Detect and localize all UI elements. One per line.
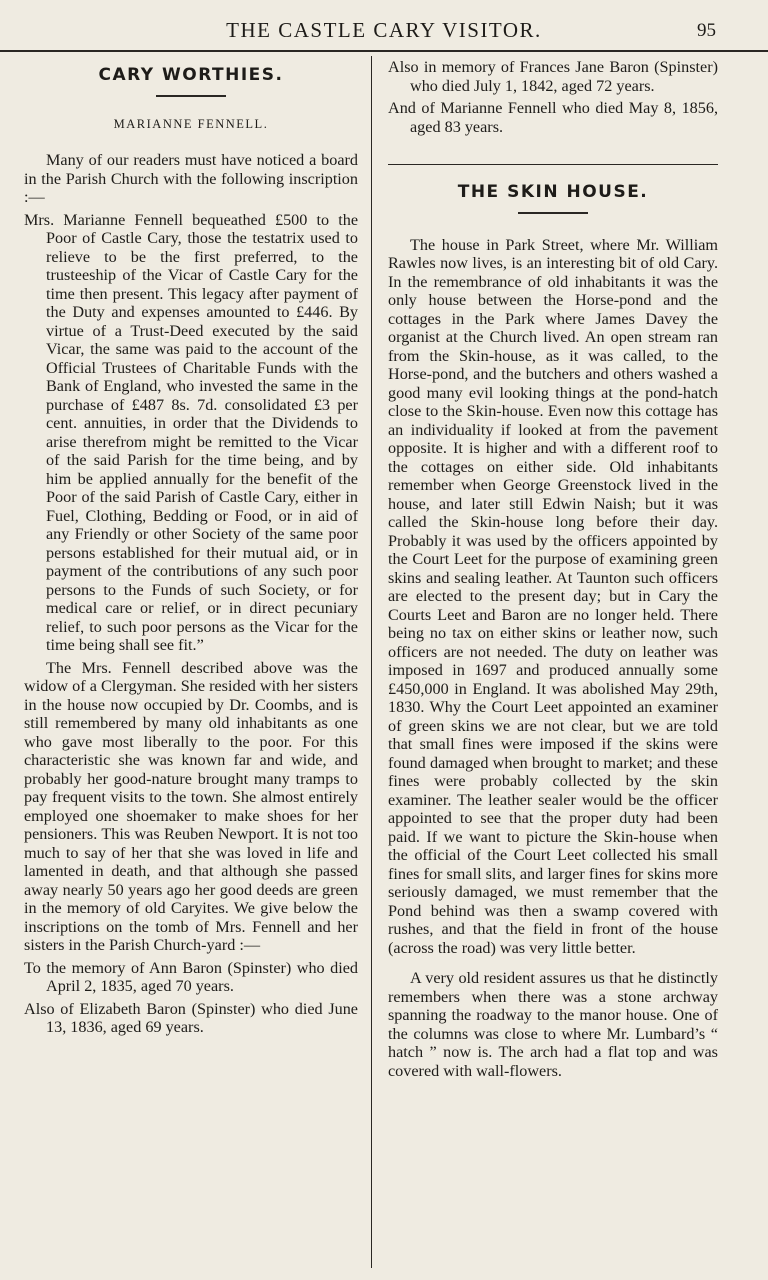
column-divider	[371, 56, 372, 1268]
article-subtitle: MARIANNE FENNELL.	[113, 116, 269, 131]
epitaph-ann-baron: To the memory of Ann Baron (Spinster) who died April 2, 1835, aged 70 years.	[24, 958, 358, 995]
header-rule	[0, 50, 768, 52]
left-column	[24, 58, 358, 1037]
epitaph-frances-jane-baron: Also in memory of Frances Jane Baron (Spinster) who died July 1, 1842, aged 72 years.	[388, 58, 718, 95]
inscription-paragraph: Mrs. Marianne Fennell bequeathed £500 to the Poor of Castle Cary, those the testatrix used to relieve to be the first preferred, to the trusteeship of the Vicar of Castle Cary for the time then present. This legacy after payment of the Duty and expenses amounted to £446. By virtue of a Trust-Deed executed by the said Vicar, the same was paid to the account of the Official Trustees of Charitable Funds with the Bank of England, who invested the same in the purchase of £487 8s. 7d. consolidated £3 per cent. annuities, in order that the Dividends to arise therefrom might be remitted to the Vicar of the said Parish for the time being, and by him be applied annually for the benefit of the Poor of the said Parish of Castle Cary, either in Fuel, Clothing, Bedding or Food, or in aid of any Friendly or other Society of the same poor persons established for their mutual aid, or in payment of the contributions of any such poor persons to the Funds of such Society, or for medical care or relief, or in direct pecuniary relief, to such poor persons as the Vicar for the time being shall see fit.”	[24, 210, 358, 654]
intro-paragraph: Many of our readers must have noticed a board in the Parish Church with the following inscription :—	[24, 151, 358, 206]
skin-house-paragraph-1: The house in Park Street, where Mr. William Rawles now lives, is an interesting bit of old Cary. In the remembrance of old inhabitants it was the only house between the Horse-pond and the cottages in the Park where James Davey the organist at the Church lived. An open stream ran from the Skin-house, as it was called, to the Horse-pond, and the butchers and others washed a good many evil looking things at the pond-hatch close to the Skin-house. Even now this cottage has an individuality if looked at from the pavement opposite. It is higher and with a different roof to the cottages on either side. Old inhabitants remember when George Greenstock lived in the house, and later still Edwin Naish; but it was called the Skin-house long before their day. Probably it was used by the officers appointed by the Court Leet for the purpose of examining green skins and sealing leather. At Taunton such officers are elected to the present day; but in Cary the Courts Leet and Baron are no longer held. There being no tax on either skins or leather now, such officers are not needed. The duty on leather was imposed in 1697 and produced annually some £450,000 in England. It was abolished May 29th, 1830. Why the Court Leet appointed an examiner of green skins we are not clear, but we are told that small fines were imposed if the skins were found damaged when brought to market; and these fines were probably collected by the skin examiner. The leather sealer would be the officer appointed to see that the proper duty had been paid. If we want to picture the Skin-house when the official of the Court Leet collected his small fines for small slits, and larger fines for skins more seriously damaged, we must remember that the Pond behind was then a swamp covered with rushes, and that the field in front of the house (across the road) was very little better.	[388, 235, 718, 957]
body-paragraph: The Mrs. Fennell described above was the widow of a Clergyman. She resided with her sisters in the house now occupied by Dr. Coombs, and is still remembered by many old inhabitants as one who gave most liberally to the poor. For this characteristic she was known far and wide, and probably her good-nature brought many tramps to pay frequent visits to the town. She almost entirely employed one shoemaker to make shoes for her pensioners. This was Reuben Newport. It is not too much to say of her that she was loved in life and lamented in death, and that although she passed away nearly 50 years ago her good deeds are green in the memory of old Caryites. We give below the inscriptions on the tomb of Mrs. Fennell and her sisters in the Parish Church-yard :—	[24, 658, 358, 954]
running-head	[0, 14, 768, 48]
title-rule	[156, 95, 226, 97]
section-separator	[388, 164, 718, 165]
epitaph-elizabeth-baron: Also of Elizabeth Baron (Spinster) who died June 13, 1836, aged 69 years.	[24, 999, 358, 1036]
skin-house-paragraph-2: A very old resident assures us that he distinctly remembers when there was a stone archway spanning the roadway to the manor house. One of the columns was close to where Mr. Lumbard’s “ hatch ” now is. The arch had a flat top and was covered with wall-flowers.	[388, 969, 718, 1080]
right-column	[388, 58, 718, 1080]
running-title: THE CASTLE CARY VISITOR.	[226, 18, 542, 42]
title-rule	[518, 212, 588, 214]
page-number: 95	[697, 20, 716, 41]
section-title-cary-worthies: CARY WORTHIES.	[98, 65, 284, 85]
section-title-skin-house: THE SKIN HOUSE.	[457, 182, 649, 202]
epitaph-marianne-fennell: And of Marianne Fennell who died May 8, 1856, aged 83 years.	[388, 99, 718, 136]
